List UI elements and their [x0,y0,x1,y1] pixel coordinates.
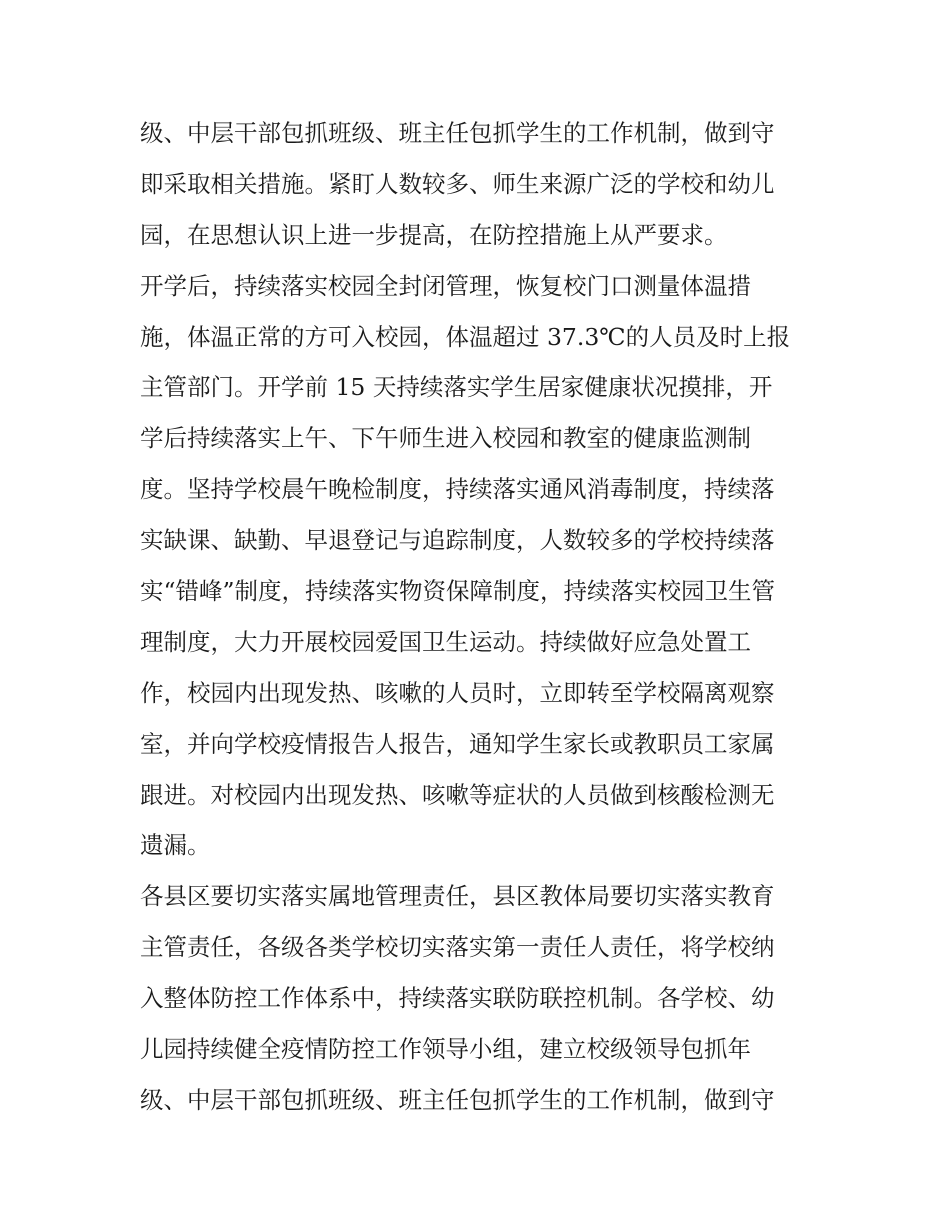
text-line: 学后持续落实上午、下午师生进入校园和教室的健康监测制 [140,424,751,453]
text-line: 即采取相关措施。紧盯人数较多、师生来源广泛的学校和幼儿 [140,169,775,198]
text-line: 跟进。对校园内出现发热、咳嗽等症状的人员做到核酸检测无 [140,780,775,809]
text-line: 实缺课、缺勤、早退登记与追踪制度，人数较多的学校持续落 [140,526,775,555]
text-line: 室，并向学校疫情报告人报告，通知学生家长或教职员工家属 [140,729,775,758]
text-line: 实“错峰”制度，持续落实物资保障制度，持续落实校园卫生管 [140,577,776,606]
text-line: 园，在思想认识上进一步提高，在防控措施上从严要求。 [140,220,728,249]
text-line: 开学后，持续落实校园全封闭管理，恢复校门口测量体温措 [140,271,751,300]
text-line: 入整体防控工作体系中，持续落实联防联控机制。各学校、幼 [140,984,775,1013]
text-line: 主管责任，各级各类学校切实落实第一责任人责任，将学校纳 [140,933,775,962]
text-line: 理制度，大力开展校园爱国卫生运动。持续做好应急处置工 [140,627,751,656]
body-text [140,108,820,1126]
text-line: 儿园持续健全疫情防控工作领导小组，建立校级领导包抓年 [140,1035,751,1064]
text-line: 度。坚持学校晨午晚检制度，持续落实通风消毒制度，持续落 [140,475,775,504]
text-line: 各县区要切实落实属地管理责任，县区教体局要切实落实教育 [140,882,775,911]
text-line: 级、中层干部包抓班级、班主任包抓学生的工作机制，做到守 [140,119,775,147]
text-line: 施，体温正常的方可入校园，体温超过 37.3℃的人员及时上报 [140,322,791,351]
text-line: 作，校园内出现发热、咳嗽的人员时，立即转至学校隔离观察 [140,678,775,707]
text-line: 级、中层干部包抓班级、班主任包抓学生的工作机制，做到守 [140,1085,775,1114]
text-line: 遗漏。 [140,831,211,860]
text-line: 主管部门。开学前 15 天持续落实学生居家健康状况摸排，开 [140,373,773,402]
